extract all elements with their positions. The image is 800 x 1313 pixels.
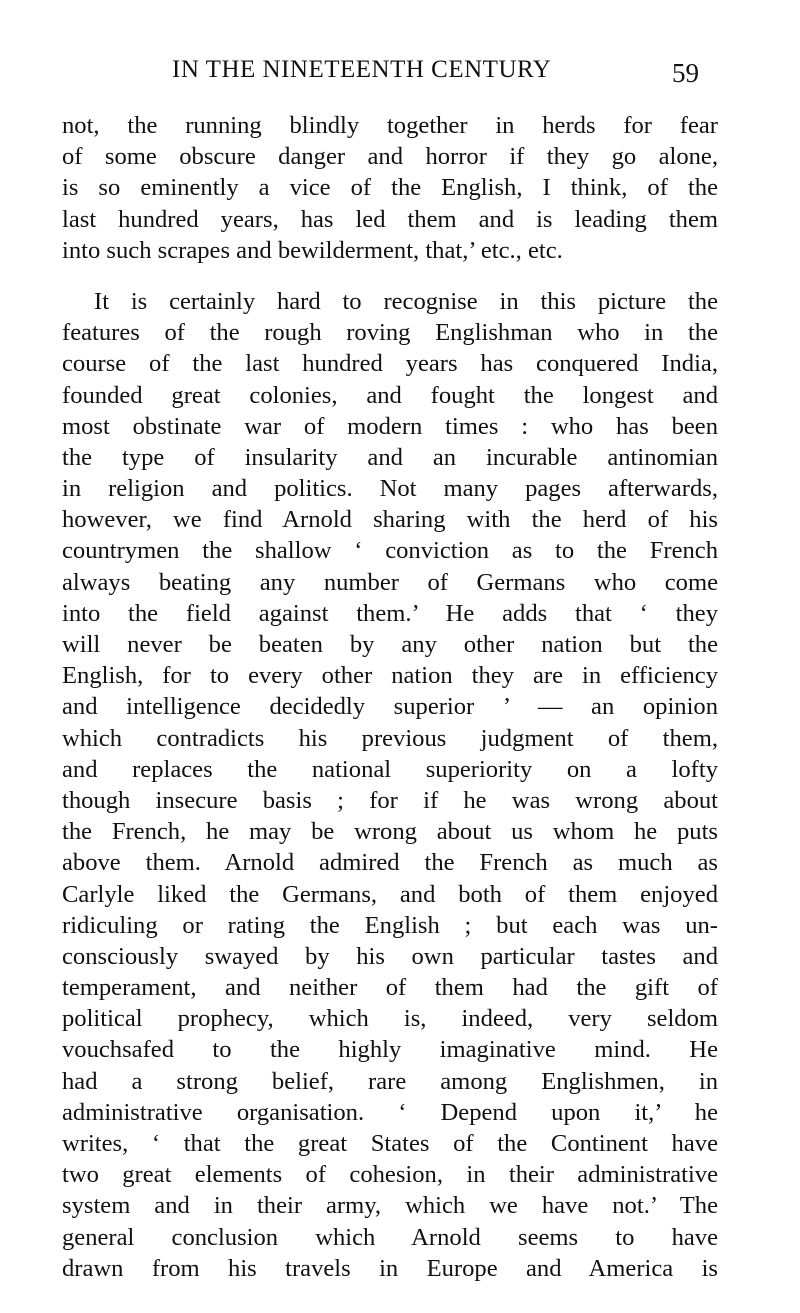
- text-line: administrative organisation. ‘ Depend upon it,’ he: [62, 1098, 718, 1126]
- page-number: 59: [672, 58, 699, 88]
- text-line: which contradicts his previous judgment of them,: [62, 724, 718, 752]
- text-line: Carlyle liked the Germans, and both of them enjoyed: [62, 880, 718, 908]
- text-line: It is certainly hard to recognise in this picture the: [94, 287, 718, 315]
- text-line: features of the rough roving Englishman who in the: [62, 319, 718, 347]
- text-line: countrymen the shallow ‘ conviction as to the French: [62, 537, 718, 565]
- text-line: into the field against them.’ He adds that ‘ they: [62, 599, 718, 627]
- text-line: however, we find Arnold sharing with the herd of his: [62, 506, 718, 534]
- text-line: system and in their army, which we have not.’ The: [62, 1192, 718, 1220]
- running-head: IN THE NINETEENTH CENTURY: [172, 56, 552, 83]
- text-line: last hundred years, has led them and is leading them: [62, 205, 718, 233]
- text-line: writes, ‘ that the great States of the Continent have: [62, 1130, 718, 1157]
- text-line: will never be beaten by any other nation but the: [62, 631, 718, 658]
- text-line: the type of insularity and an incurable antinomian: [62, 443, 718, 471]
- text-line: political prophecy, which is, indeed, very seldom: [62, 1005, 718, 1033]
- text-line: two great elements of cohesion, in their administrative: [62, 1161, 718, 1189]
- text-line: and replaces the national superiority on a lofty: [62, 755, 718, 783]
- page-header: [0, 56, 800, 92]
- text-line: vouchsafed to the highly imaginative mind. He: [62, 1036, 718, 1064]
- text-line: above them. Arnold admired the French as much as: [62, 849, 718, 877]
- text-line: consciously swayed by his own particular tastes and: [62, 942, 718, 970]
- text-line: had a strong belief, rare among Englishmen, in: [62, 1067, 718, 1095]
- text-line: English, for to every other nation they are in efficiency: [62, 662, 718, 690]
- text-line: general conclusion which Arnold seems to have: [62, 1223, 718, 1251]
- text-line: into such scrapes and bewilderment, that,’ etc., etc.: [62, 236, 563, 264]
- text-line: of some obscure danger and horror if they go alone,: [62, 143, 718, 171]
- text-line: drawn from his travels in Europe and America is: [62, 1254, 718, 1282]
- text-line: the French, he may be wrong about us whom he puts: [62, 818, 718, 846]
- paragraph-gap: [62, 266, 718, 286]
- text-line: founded great colonies, and fought the longest and: [62, 381, 718, 409]
- text-line: temperament, and neither of them had the gift of: [62, 974, 718, 1002]
- text-line: though insecure basis ; for if he was wrong about: [62, 786, 718, 814]
- paragraph-2: [62, 286, 718, 1284]
- text-line: in religion and politics. Not many pages afterwards,: [62, 475, 718, 503]
- text-line: ridiculing or rating the English ; but each was un-: [62, 911, 718, 939]
- text-line: and intelligence decidedly superior ’ — an opinion: [62, 693, 718, 721]
- text-line: most obstinate war of modern times : who has been: [62, 412, 718, 440]
- body-text: [62, 110, 718, 1284]
- paragraph-1: [62, 110, 718, 266]
- text-line: course of the last hundred years has conquered India,: [62, 350, 718, 378]
- text-line: always beating any number of Germans who come: [62, 568, 718, 596]
- text-line: not, the running blindly together in herds for fear: [62, 112, 718, 139]
- text-line: is so eminently a vice of the English, I think, of the: [62, 174, 718, 202]
